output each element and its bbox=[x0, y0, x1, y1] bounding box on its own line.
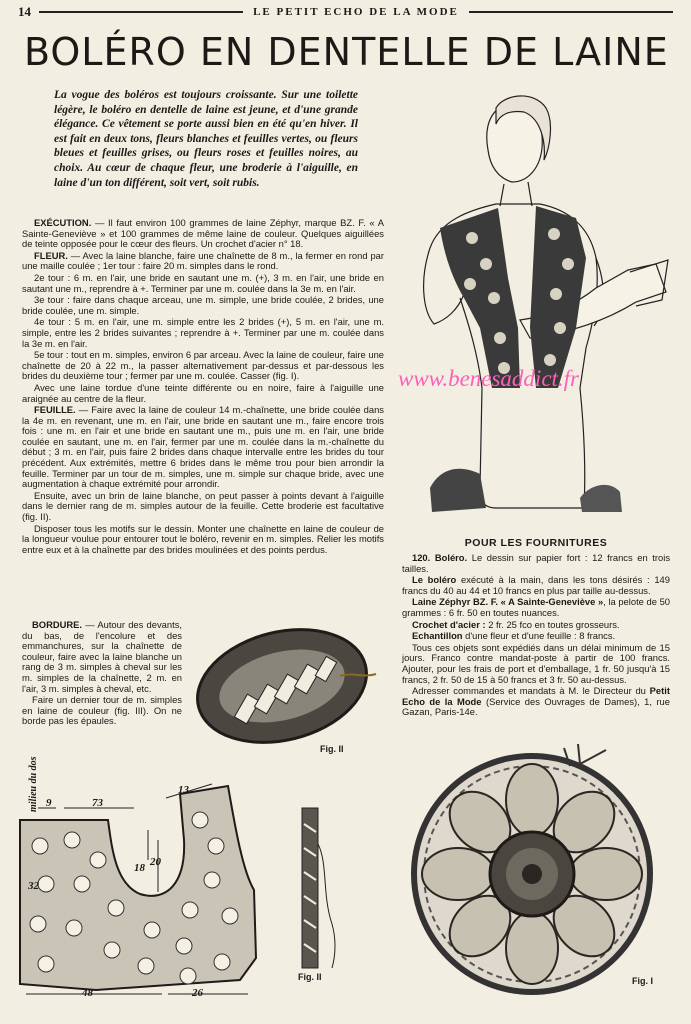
bolero-label: 120. Boléro. bbox=[412, 552, 468, 563]
hand-made-price: exécuté à la main, dans les tons désirés : 149 francs du 40 au 44 et 10 francs en plus par taille au-dessus. bbox=[402, 574, 670, 596]
article-title: BOLÉRO EN DENTELLE DE LAINE bbox=[24, 30, 669, 74]
wool-price: , la pelote de 50 grammes : 6 fr. 50 en toutes nuances. bbox=[402, 596, 670, 618]
fleur-text: — Avec la laine blanche, faire une chaînette de 8 m., la fermer en rond par une maille coulée ; 1er tour : faire 20 m. simples dans le rond. bbox=[22, 249, 384, 272]
fleur-tour-5: 5e tour : tout en m. simples, environ 6 par arceau. Avec la laine de couleur, faire une chaînette de 20 à 22 m., la passer alternativement par-dessus et par-dessous les brides du deuxième tour ; fermer par une m. coulée. Casser (fig. I). bbox=[22, 349, 384, 382]
page-number: 14 bbox=[18, 4, 31, 19]
bordure-label: BORDURE. bbox=[32, 619, 83, 630]
sample-label: Echantillon bbox=[412, 630, 463, 642]
address-end: (Service des Ouvrages de Dames), 1, rue Gazan, Paris-14e. bbox=[402, 695, 670, 718]
leaf-motif-figure bbox=[190, 620, 380, 750]
fig-2-label: Fig. II bbox=[320, 744, 344, 754]
fleur-paragraph bbox=[22, 251, 384, 272]
dim-48: 48 bbox=[82, 987, 93, 999]
page-header bbox=[18, 2, 673, 22]
wool-label: Laine Zéphyr BZ. F. « A Sainte-Geneviève » bbox=[412, 596, 604, 608]
bordure-paragraph bbox=[22, 620, 182, 694]
fleur-label: FLEUR. bbox=[34, 249, 68, 261]
dim-18: 18 bbox=[134, 862, 145, 874]
hook-label: Crochet d'acier : bbox=[412, 618, 486, 630]
dim-20: 20 bbox=[150, 856, 161, 868]
fleur-center: Avec une laine tordue d'une teinte différente ou en noire, faire à l'aiguille une araignée au centre de la fleur. bbox=[22, 381, 384, 404]
dim-73: 73 bbox=[92, 797, 103, 809]
magazine-ref: Petit Echo de la Mode bbox=[402, 685, 670, 707]
fournitures-wool bbox=[402, 597, 670, 618]
dim-9: 9 bbox=[46, 797, 52, 809]
fig-3-label: Fig. II bbox=[298, 972, 322, 982]
fleur-tour-2: 2e tour : 6 m. en l'air, une bride en sautant une m. (+), 3 m. en l'air, une bride en sautant une m., reprendre à +. Terminer par une m. coulée dans la 3e m. en l'air. bbox=[22, 271, 384, 294]
address-text: Adresser commandes et mandats à M. le Directeur du bbox=[412, 685, 650, 697]
magazine-name: LE PETIT ECHO DE LA MODE bbox=[253, 6, 459, 18]
dim-13: 13 bbox=[178, 784, 189, 796]
flower-motif-figure bbox=[398, 738, 670, 996]
intro-paragraph: La vogue des boléros est toujours croissante. Sur une toilette légère, le boléro en dentelle de laine est jeune, et d'une grande élégance. Ce vêtement se porte aussi bien en été qu'en hiver. Il est fait en deux tons, fleurs blanches et feuilles vertes, ou fleurs bleues et feuilles grises, ou fleurs roses et feuilles noires, au choix. Au cœur de chaque fleur, une broderie à l'aiguille, en laine d'un ton différent, soit vert, soit rubis. bbox=[54, 89, 358, 189]
feuille-label: FEUILLE. bbox=[34, 404, 76, 416]
header-rule bbox=[39, 11, 243, 13]
hook-price: 2 fr. 25 fco en toutes grosseurs. bbox=[485, 618, 620, 630]
website-watermark: www.benesaddict.fr bbox=[398, 366, 580, 391]
feuille-paragraph bbox=[22, 405, 384, 490]
feuille-text: — Faire avec la laine de couleur 14 m.-chaînette, une bride coulée dans la 4e m. en revenant, une m. en l'air, une bride en sautant une m., faire encore trois fois : une m. en l'air et une bride en sautant une m., puis une m. en l'air, une bride coulée en sautant, une m. en l'air, fermer par une m. coulée dans la m.-chaînette du début ; 3 m. en l'air, puis faire 2 brides dans chaque intervalle entre les brides du tour précédent. Aux extrémités, mettre 6 brides dans le même trou pour bien arrondir la feuille. Terminer par un tour de m. simples, une m. simple sur chaque bride, avec une augmentation à chaque extrémité pour arrondir. bbox=[22, 404, 384, 490]
execution-paragraph bbox=[22, 218, 384, 250]
fournitures-heading: POUR LES FOURNITURES bbox=[464, 537, 608, 549]
fleur-tour-4: 4e tour : 5 m. en l'air, une m. simple entre les 2 brides (+), 5 m. en l'air, une m. simple, entre les 2 brides suivantes ; reprendre à +. Terminer par une m. coulée dans la 3e m. en l'air. bbox=[22, 316, 384, 349]
fig-1-label: Fig. I bbox=[632, 976, 653, 986]
fleur-tour-3: 3e tour : faire dans chaque arceau, une m. simple, une bride coulée, 2 brides, une bride coulée, une m. simple. bbox=[22, 294, 384, 316]
fournitures-shipping: Tous ces objets sont expédiés dans un délai minimum de 15 jours. Franco contre mandat-poste à partir de 100 francs. Ajouter, pour les frais de port et d'emballage, 1 fr. 50 jusqu'à 15 francs, 2 fr. 50 de 15 à 50 francs et 3 fr. 50 au-dessus. bbox=[402, 641, 670, 685]
assembly-paragraph: Disposer tous les motifs sur le dessin. Monter une chaînette en laine de couleur de la longueur voulue pour entourer tout le boléro, revenir en m. simples. Relier les motifs entre eux et à la chaînette par des brides moulinées et des points perdus. bbox=[22, 522, 384, 555]
bolero-pattern-diagram bbox=[16, 780, 266, 1000]
execution-label: EXÉCUTION. bbox=[34, 217, 92, 228]
execution-text: — Il faut environ 100 grammes de laine Zéphyr, marque BZ. F. « A Sainte-Geneviève » et 100 grammes de même laine de couleur. Quelques aiguillées de teinte opposée pour le cœur des fleurs. Un crochet d'acier n° 18. bbox=[22, 217, 384, 250]
bolero-price: Le dessin sur papier fort : 12 francs en trois tailles. bbox=[402, 552, 671, 574]
fournitures-sample bbox=[402, 631, 670, 642]
bordure-column bbox=[22, 620, 182, 728]
dim-32: 32 bbox=[28, 880, 39, 892]
bordure-final: Faire un dernier tour de m. simples en laine de couleur (fig. III). On ne borde pas les épaules. bbox=[22, 694, 182, 727]
dim-26: 26 bbox=[192, 987, 203, 999]
fournitures-hook bbox=[402, 620, 670, 631]
fournitures-hand-made bbox=[402, 575, 670, 596]
hand-made-label: Le boléro bbox=[412, 574, 457, 586]
sample-price: d'une fleur et d'une feuille : 8 francs. bbox=[462, 630, 616, 642]
fournitures-bolero bbox=[402, 553, 670, 574]
feuille-broderie: Ensuite, avec un brin de laine blanche, on peut passer à points devant à l'aiguille dans le dernier rang de m. simples autour de la feuille. Cette broderie est facultative (fig. II). bbox=[22, 489, 384, 523]
fournitures-column bbox=[402, 537, 670, 719]
fournitures-address bbox=[402, 686, 670, 718]
border-strip-figure bbox=[292, 804, 342, 974]
instructions-column bbox=[22, 218, 384, 556]
woman-illustration bbox=[400, 88, 670, 528]
header-rule bbox=[469, 11, 673, 13]
bordure-text: — Autour des devants, du bas, de l'encolure et des emmanchures, sur la chaînette de couleur, faire avec la laine blanche un rang de 3 m. simples à cheval sur les m. simples de la chaînette, 2 m. en l'air, 3 m. simples à cheval, etc. bbox=[22, 619, 182, 694]
milieu-du-dos-label: milieu du dos bbox=[28, 756, 39, 812]
